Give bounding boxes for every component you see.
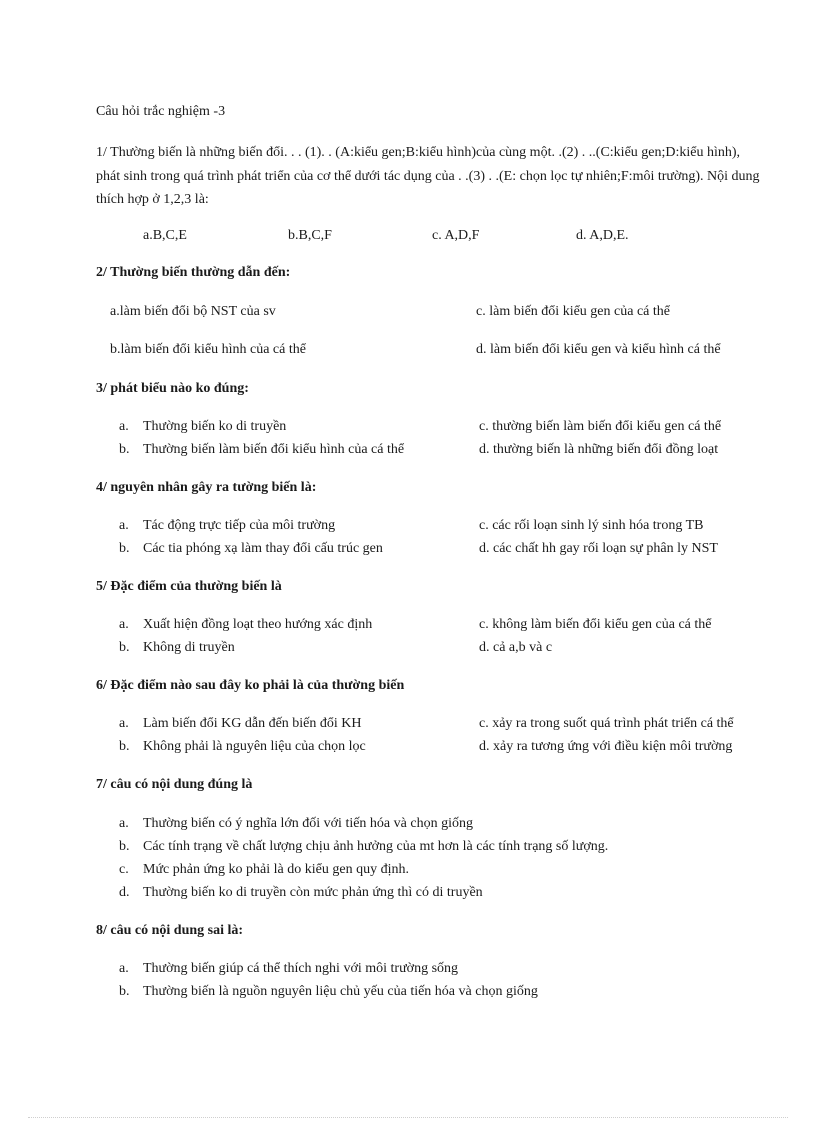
option-letter: a. <box>119 961 129 976</box>
question-3-heading: 3/ phát biểu nào ko đúng: <box>96 381 249 396</box>
option-text: c. xảy ra trong suốt quá trình phát triển cá thể <box>479 716 734 731</box>
option-text: Xuất hiện đồng loạt theo hướng xác định <box>143 617 373 632</box>
option-letter: d. <box>119 885 130 900</box>
question-1-option-b: b.B,C,F <box>288 228 332 243</box>
option-text: Không di truyền <box>143 640 235 655</box>
option-text: d. xảy ra tương ứng với điều kiện môi trường <box>479 739 733 754</box>
option-letter: b. <box>119 442 130 457</box>
page-bottom-divider <box>28 1117 788 1118</box>
question-5-heading: 5/ Đặc điểm của thường biến là <box>96 579 282 594</box>
question-7-item <box>0 816 816 838</box>
question-2-option-d: d. làm biến đổi kiểu gen và kiểu hình cá thể <box>476 342 721 357</box>
question-4-row <box>0 518 816 540</box>
question-5-row <box>0 640 816 662</box>
question-1-text: 1/ Thường biến là những biến đổi. . . (1). . (A:kiểu gen;B:kiểu hình)của cùng một. .(2) . ..(C:kiểu gen;D:kiểu hình), phát sinh trong quá trình phát triển của cơ thể dưới tác dụng của . .(3) . .(E: chọn lọc tự nhiên;F:môi trường). Nội dung thích hợp ở 1,2,3 là: <box>96 145 760 207</box>
question-7-item <box>0 885 816 907</box>
question-8-heading: 8/ câu có nội dung sai là: <box>96 923 244 938</box>
question-2-option-b: b.làm biến đổi kiểu hình của cá thể <box>110 342 306 357</box>
option-text: c. thường biến làm biến đổi kiểu gen cá thể <box>479 419 722 434</box>
option-text: Thường biến có ý nghĩa lớn đối với tiến hóa và chọn giống <box>143 816 473 831</box>
option-letter: a. <box>119 617 129 632</box>
question-7-item <box>0 862 816 884</box>
option-text: Làm biến đổi KG dẫn đến biến đổi KH <box>143 716 362 731</box>
question-2-heading: 2/ Thường biến thường dẫn đến: <box>96 265 291 280</box>
question-7-item <box>0 839 816 861</box>
option-text: Các tia phóng xạ làm thay đổi cấu trúc gen <box>143 541 383 556</box>
question-4-row <box>0 541 816 563</box>
option-text: Mức phản ứng ko phải là do kiểu gen quy định. <box>143 862 409 877</box>
question-2-option-c: c. làm biến đổi kiểu gen của cá thể <box>476 304 670 319</box>
question-6-row <box>0 739 816 761</box>
option-text: Thường biến ko di truyền còn mức phản ứng thì có di truyền <box>143 885 483 900</box>
option-text: c. các rối loạn sinh lý sinh hóa trong TB <box>479 518 704 533</box>
question-4-heading: 4/ nguyên nhân gây ra tường biến là: <box>96 480 317 495</box>
question-1-option-a: a.B,C,E <box>143 228 187 243</box>
option-text: Thường biến giúp cá thể thích nghi với môi trường sống <box>143 961 459 976</box>
option-letter: a. <box>119 716 129 731</box>
option-letter: b. <box>119 640 130 655</box>
question-3-row <box>0 442 816 464</box>
option-text: Thường biến ko di truyền <box>143 419 287 434</box>
option-letter: a. <box>119 419 129 434</box>
question-1-option-d: d. A,D,E. <box>576 228 629 243</box>
page-title: Câu hỏi trắc nghiệm -3 <box>96 104 226 119</box>
option-text: c. không làm biến đổi kiểu gen của cá thể <box>479 617 712 632</box>
option-text: d. thường biến là những biến đổi đồng loạt <box>479 442 719 457</box>
option-text: Không phải là nguyên liệu của chọn lọc <box>143 739 366 754</box>
question-6-row <box>0 716 816 738</box>
question-7-heading: 7/ câu có nội dung đúng là <box>96 777 253 792</box>
option-text: Tác động trực tiếp của môi trường <box>143 518 336 533</box>
option-text: d. cả a,b và c <box>479 640 553 655</box>
option-letter: b. <box>119 984 130 999</box>
option-letter: b. <box>119 739 130 754</box>
question-3-row <box>0 419 816 441</box>
option-letter: c. <box>119 862 129 877</box>
option-text: Thường biến làm biến đổi kiểu hình của cá thể <box>143 442 405 457</box>
question-5-row <box>0 617 816 639</box>
question-1-options <box>0 228 816 248</box>
option-text: d. các chất hh gay rối loạn sự phân ly NST <box>479 541 718 556</box>
question-8-item <box>0 984 816 1006</box>
option-text: Thường biến là nguồn nguyên liệu chủ yếu của tiến hóa và chọn giống <box>143 984 538 999</box>
option-letter: b. <box>119 839 130 854</box>
option-letter: b. <box>119 541 130 556</box>
question-1-option-c: c. A,D,F <box>432 228 480 243</box>
question-8-item <box>0 961 816 983</box>
question-6-heading: 6/ Đặc điểm nào sau đây ko phải là của thường biến <box>96 678 405 693</box>
option-letter: a. <box>119 816 129 831</box>
option-text: Các tính trạng về chất lượng chịu ảnh hưởng của mt hơn là các tính trạng số lượng. <box>143 839 609 854</box>
question-2-option-a: a.làm biến đổi bộ NST của sv <box>110 304 276 319</box>
option-letter: a. <box>119 518 129 533</box>
